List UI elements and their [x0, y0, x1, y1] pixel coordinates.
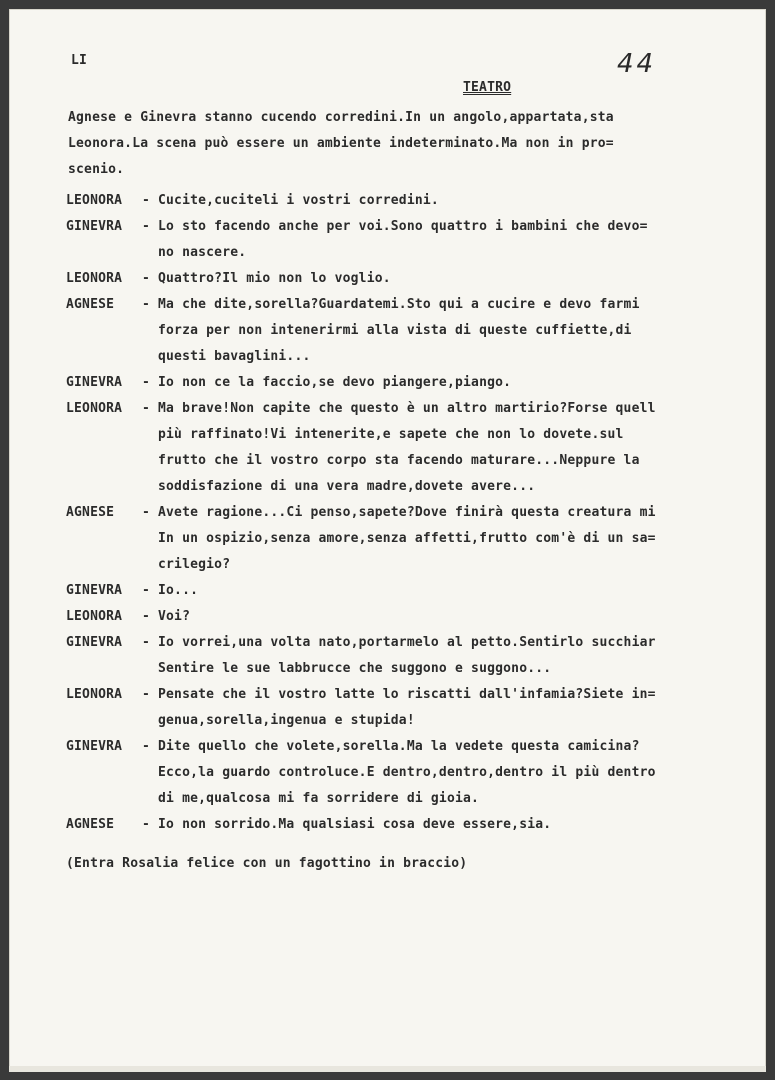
speaker-dash: - — [142, 687, 151, 702]
dialogue-entry — [66, 370, 756, 396]
dialogue-line: più raffinato!Vi intenerite,e sapete che non lo dovete.sul — [158, 427, 624, 442]
dialogue-list — [66, 188, 756, 838]
dialogue-text — [158, 188, 756, 214]
dialogue-entry — [66, 396, 756, 500]
intro-line: Agnese e Ginevra stanno cucendo corredini.In un angolo,appartata,sta — [68, 110, 614, 125]
dialogue-line: Io non sorrido.Ma qualsiasi cosa deve essere,sia. — [158, 817, 552, 832]
speaker-dash: - — [142, 635, 151, 650]
dialogue-line: di me,qualcosa mi fa sorridere di gioia. — [158, 791, 480, 806]
page-title: TEATRO — [463, 80, 512, 95]
dialogue-line: Io vorrei,una volta nato,portarmelo al petto.Sentirlo succhiar — [158, 635, 656, 650]
dialogue-line: crilegio? — [158, 557, 231, 572]
dialogue-line: forza per non intenerirmi alla vista di queste cuffiette,di — [158, 323, 632, 338]
dialogue-entry — [66, 812, 756, 838]
speaker-name: LEONORA — [66, 193, 123, 208]
speaker-dash: - — [142, 739, 151, 754]
dialogue-entry — [66, 292, 756, 370]
dialogue-line: Ma che dite,sorella?Guardatemi.Sto qui a cucire e devo farmi — [158, 297, 640, 312]
speaker-name: GINEVRA — [66, 583, 123, 598]
dialogue-line: Quattro?Il mio non lo voglio. — [158, 271, 391, 286]
dialogue-entry — [66, 682, 756, 734]
speaker-name: GINEVRA — [66, 219, 123, 234]
dialogue-line: Voi? — [158, 609, 191, 624]
dialogue-text — [158, 630, 756, 682]
dialogue-entry — [66, 578, 756, 604]
speaker-name: AGNESE — [66, 817, 115, 832]
dialogue-text — [158, 266, 756, 292]
speaker-name: GINEVRA — [66, 375, 123, 390]
dialogue-entry — [66, 214, 756, 266]
dialogue-line: questi bavaglini... — [158, 349, 311, 364]
speaker-name: GINEVRA — [66, 635, 123, 650]
speaker-dash: - — [142, 297, 151, 312]
dialogue-entry — [66, 500, 756, 578]
intro-line: Leonora.La scena può essere un ambiente indeterminato.Ma non in pro= — [68, 136, 614, 151]
dialogue-text — [158, 578, 756, 604]
dialogue-text — [158, 682, 756, 734]
dialogue-line: Avete ragione...Ci penso,sapete?Dove finirà questa creatura mi — [158, 505, 656, 520]
dialogue-line: Lo sto facendo anche per voi.Sono quattro i bambini che devo= — [158, 219, 648, 234]
speaker-dash: - — [142, 219, 151, 234]
dialogue-entry — [66, 188, 756, 214]
speaker-dash: - — [142, 505, 151, 520]
dialogue-entry — [66, 266, 756, 292]
dialogue-line: In un ospizio,senza amore,senza affetti,frutto com'è di un sa= — [158, 531, 656, 546]
dialogue-line: frutto che il vostro corpo sta facendo maturare...Neppure la — [158, 453, 640, 468]
speaker-dash: - — [142, 193, 151, 208]
dialogue-line: Sentire le sue labbrucce che suggono e suggono... — [158, 661, 552, 676]
page-bottom-edge — [9, 1066, 766, 1072]
dialogue-text — [158, 812, 756, 838]
dialogue-line: genua,sorella,ingenua e stupida! — [158, 713, 415, 728]
handwritten-page-number: 44 — [617, 49, 657, 79]
dialogue-text — [158, 214, 756, 266]
speaker-dash: - — [142, 271, 151, 286]
intro-line: scenio. — [68, 162, 125, 177]
speaker-name: LEONORA — [66, 609, 123, 624]
dialogue-line: Io... — [158, 583, 199, 598]
dialogue-line: Io non ce la faccio,se devo piangere,piango. — [158, 375, 512, 390]
speaker-name: LEONORA — [66, 401, 123, 416]
speaker-name: LEONORA — [66, 271, 123, 286]
speaker-dash: - — [142, 583, 151, 598]
dialogue-entry — [66, 734, 756, 812]
dialogue-line: Pensate che il vostro latte lo riscatti dall'infamia?Siete in= — [158, 687, 656, 702]
dialogue-line: Cucite,cuciteli i vostri corredini. — [158, 193, 439, 208]
typed-page — [9, 9, 766, 1072]
dialogue-text — [158, 396, 756, 500]
speaker-dash: - — [142, 609, 151, 624]
intro-paragraph — [68, 105, 748, 183]
speaker-dash: - — [142, 375, 151, 390]
dialogue-text — [158, 604, 756, 630]
speaker-dash: - — [142, 401, 151, 416]
speaker-dash: - — [142, 817, 151, 832]
dialogue-text — [158, 734, 756, 812]
dialogue-line: soddisfazione di una vera madre,dovete avere... — [158, 479, 536, 494]
dialogue-entry — [66, 604, 756, 630]
dialogue-text — [158, 370, 756, 396]
page-id: LI — [71, 53, 88, 68]
dialogue-line: no nascere. — [158, 245, 247, 260]
dialogue-line: Ma brave!Non capite che questo è un altro martirio?Forse quell — [158, 401, 656, 416]
speaker-name: AGNESE — [66, 505, 115, 520]
speaker-name: AGNESE — [66, 297, 115, 312]
speaker-name: LEONORA — [66, 687, 123, 702]
dialogue-text — [158, 292, 756, 370]
dialogue-line: Dite quello che volete,sorella.Ma la vedete questa camicina? — [158, 739, 640, 754]
dialogue-entry — [66, 630, 756, 682]
stage-direction: (Entra Rosalia felice con un fagottino in braccio) — [66, 856, 468, 871]
dialogue-text — [158, 500, 756, 578]
dialogue-line: Ecco,la guardo controluce.E dentro,dentro,dentro il più dentro — [158, 765, 656, 780]
speaker-name: GINEVRA — [66, 739, 123, 754]
